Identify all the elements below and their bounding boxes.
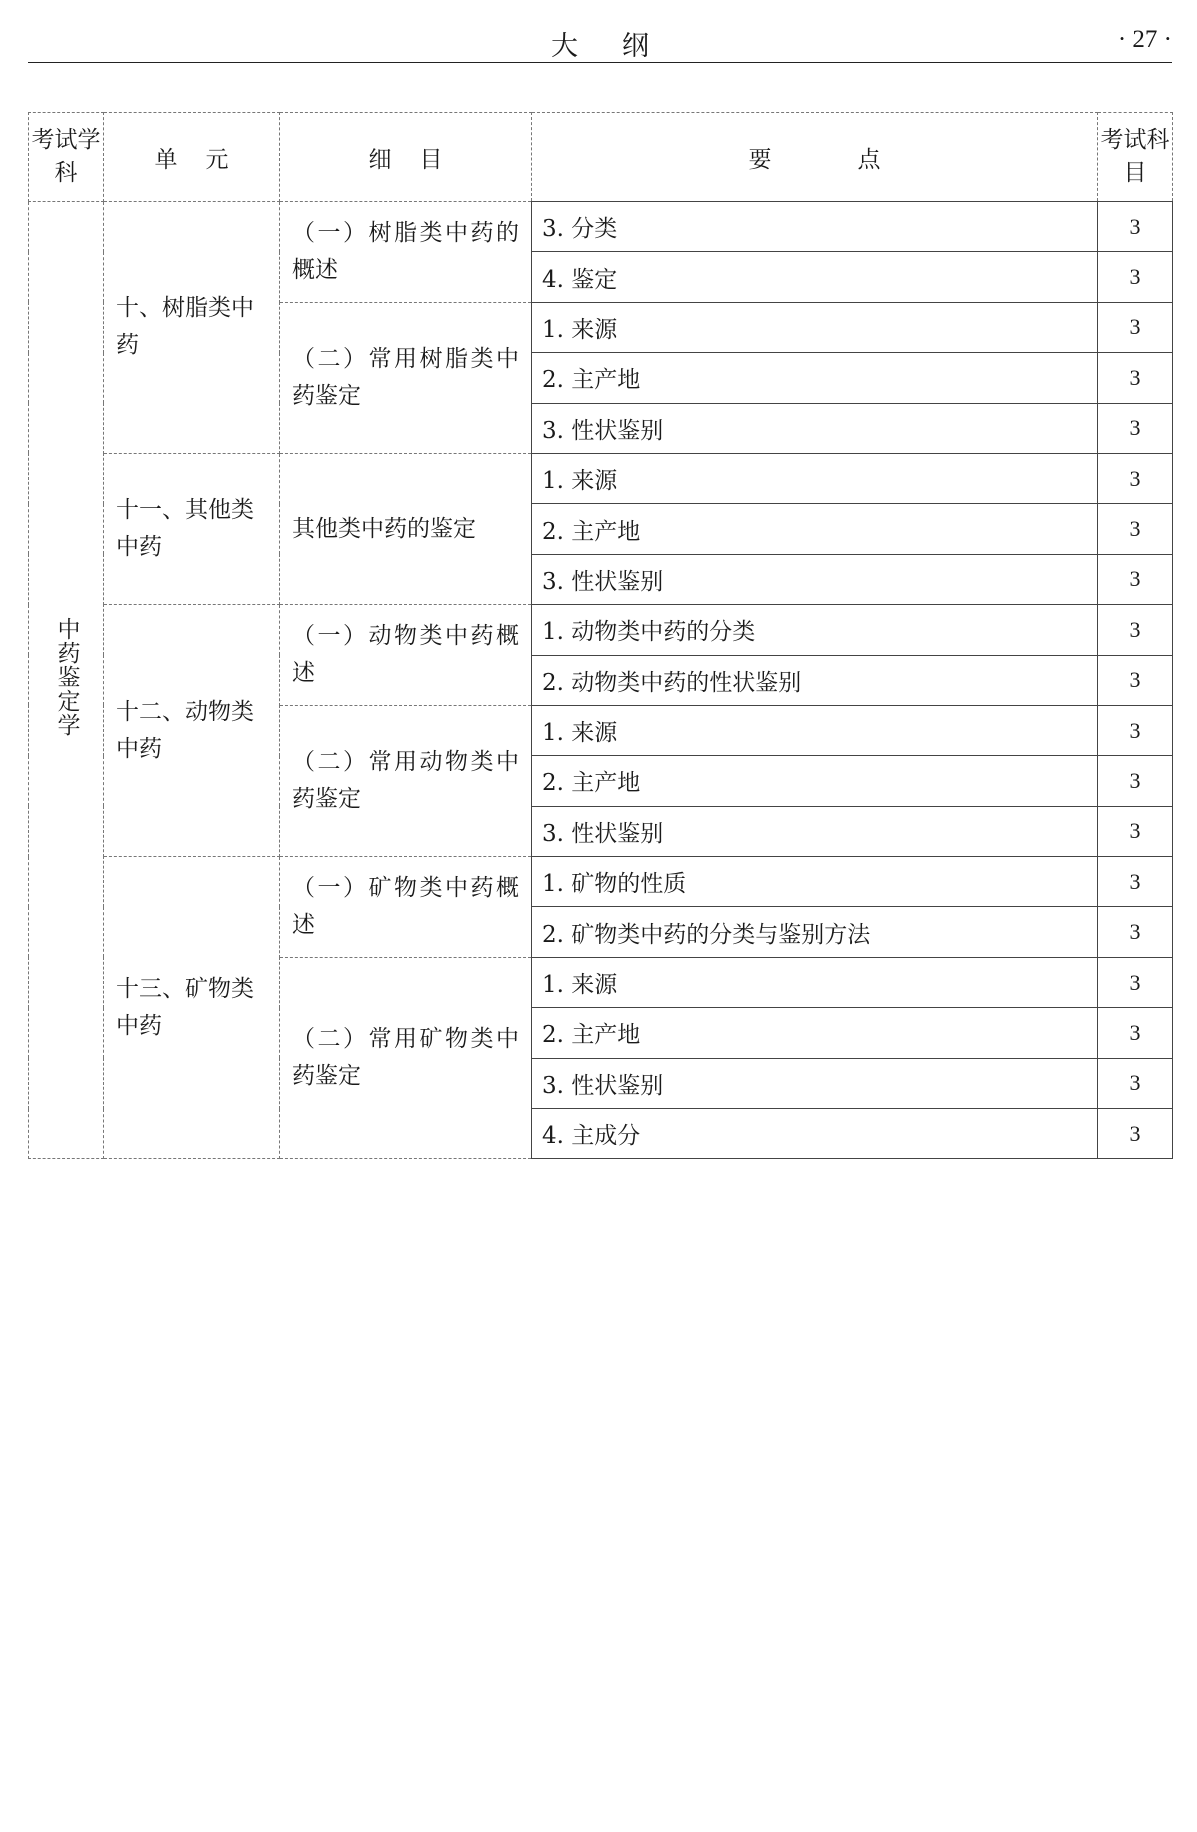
header-unit: 单元 (104, 113, 280, 202)
category-cell: 3 (1098, 504, 1173, 554)
category-cell: 3 (1098, 605, 1173, 655)
item-cell: （二）常用动物类中药鉴定 (280, 705, 532, 856)
table-row (29, 857, 1173, 907)
table-body (29, 202, 1173, 1159)
header-subject: 考试学科 (29, 113, 104, 202)
point-cell: 1. 动物类中药的分类 (532, 605, 1098, 655)
table-row (29, 453, 1173, 503)
point-cell: 1. 来源 (532, 705, 1098, 755)
subject-cell (29, 202, 104, 1159)
table-row (29, 202, 1173, 252)
point-cell: 2. 动物类中药的性状鉴别 (532, 655, 1098, 705)
table-header-row (29, 113, 1173, 202)
subject-label: 中药鉴定学 (53, 617, 80, 738)
item-cell: （二）常用树脂类中药鉴定 (280, 302, 532, 453)
point-cell: 1. 来源 (532, 302, 1098, 352)
category-cell: 3 (1098, 907, 1173, 957)
category-cell: 3 (1098, 453, 1173, 503)
item-cell: （一）动物类中药概述 (280, 605, 532, 706)
category-cell: 3 (1098, 857, 1173, 907)
point-cell: 3. 性状鉴别 (532, 403, 1098, 453)
syllabus-table (28, 112, 1173, 1159)
unit-cell: 十一、其他类中药 (104, 453, 280, 604)
item-cell: （一）矿物类中药概述 (280, 857, 532, 958)
category-cell: 3 (1098, 1109, 1173, 1159)
point-cell: 2. 主产地 (532, 1008, 1098, 1058)
point-cell: 2. 主产地 (532, 353, 1098, 403)
point-cell: 1. 来源 (532, 453, 1098, 503)
unit-cell: 十三、矿物类中药 (104, 857, 280, 1159)
point-cell: 3. 性状鉴别 (532, 1058, 1098, 1108)
header-category: 考试科目 (1098, 113, 1173, 202)
point-cell: 4. 主成分 (532, 1109, 1098, 1159)
category-cell: 3 (1098, 252, 1173, 302)
category-cell: 3 (1098, 1058, 1173, 1108)
table-row (29, 605, 1173, 655)
unit-cell: 十、树脂类中药 (104, 202, 280, 454)
point-cell: 2. 主产地 (532, 756, 1098, 806)
item-cell: （二）常用矿物类中药鉴定 (280, 957, 532, 1159)
item-cell: （一）树脂类中药的概述 (280, 202, 532, 303)
point-cell: 4. 鉴定 (532, 252, 1098, 302)
point-cell: 2. 主产地 (532, 504, 1098, 554)
point-cell: 3. 性状鉴别 (532, 554, 1098, 604)
point-cell: 2. 矿物类中药的分类与鉴别方法 (532, 907, 1098, 957)
category-cell: 3 (1098, 403, 1173, 453)
header-item: 细目 (280, 113, 532, 202)
header-point: 要点 (532, 113, 1098, 202)
page-title: 大纲 (551, 31, 693, 62)
point-cell: 3. 分类 (532, 202, 1098, 252)
item-cell: 其他类中药的鉴定 (280, 453, 532, 604)
point-cell: 3. 性状鉴别 (532, 806, 1098, 856)
category-cell: 3 (1098, 756, 1173, 806)
category-cell: 3 (1098, 705, 1173, 755)
point-cell: 1. 矿物的性质 (532, 857, 1098, 907)
unit-cell: 十二、动物类中药 (104, 605, 280, 857)
category-cell: 3 (1098, 202, 1173, 252)
category-cell: 3 (1098, 806, 1173, 856)
category-cell: 3 (1098, 302, 1173, 352)
page-header (28, 18, 1172, 63)
page-number: · 27 · (1117, 26, 1172, 53)
category-cell: 3 (1098, 554, 1173, 604)
category-cell: 3 (1098, 957, 1173, 1007)
point-cell: 1. 来源 (532, 957, 1098, 1007)
category-cell: 3 (1098, 655, 1173, 705)
category-cell: 3 (1098, 353, 1173, 403)
category-cell: 3 (1098, 1008, 1173, 1058)
